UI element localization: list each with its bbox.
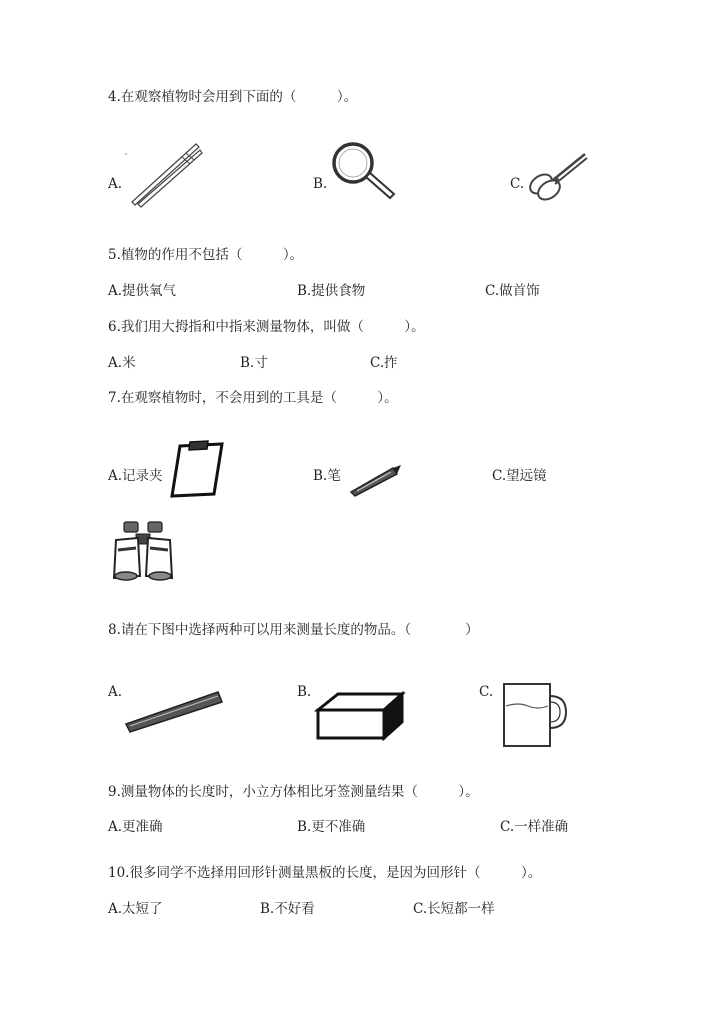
option-7c[interactable] — [492, 467, 547, 485]
option-6b[interactable] — [240, 354, 268, 372]
option-label: 笔 — [327, 468, 341, 484]
option-9c[interactable] — [500, 818, 568, 836]
option-4c[interactable] — [510, 175, 524, 193]
option-label: 不好看 — [274, 901, 315, 917]
option-letter: B. — [313, 176, 328, 192]
clipboard-image — [168, 440, 226, 498]
question-6 — [108, 318, 425, 336]
option-label: 太短了 — [122, 901, 163, 917]
option-7a[interactable] — [108, 467, 163, 485]
question-4 — [108, 88, 357, 106]
question-number: 6. — [108, 319, 121, 335]
option-9b[interactable] — [297, 818, 365, 836]
option-letter: B. — [313, 468, 328, 484]
option-label: 更准确 — [122, 819, 163, 835]
option-5c[interactable] — [485, 282, 540, 300]
option-6c[interactable] — [370, 354, 398, 372]
option-letter: B. — [260, 901, 275, 917]
pen-image — [347, 462, 403, 498]
option-letter: C. — [479, 684, 494, 700]
option-5b[interactable] — [297, 282, 365, 300]
option-label: 提供氧气 — [122, 283, 177, 299]
question-10 — [108, 864, 541, 882]
option-letter: C. — [500, 819, 515, 835]
option-7b[interactable] — [313, 467, 341, 485]
option-label: 更不准确 — [311, 819, 366, 835]
option-10b[interactable] — [260, 900, 315, 918]
magnifying-glass-image — [328, 140, 398, 206]
option-letter: A. — [108, 176, 123, 192]
question-text: 请在下图中选择两种可以用来测量长度的物品。（ ） — [120, 622, 479, 638]
option-8c[interactable] — [479, 683, 493, 701]
binoculars-image — [110, 520, 176, 582]
question-number: 9. — [108, 784, 121, 800]
option-10c[interactable] — [413, 900, 495, 918]
question-5 — [108, 246, 303, 264]
option-letter: C. — [413, 901, 428, 917]
question-text: 很多同学不选择用回形针测量黑板的长度，是因为回形针（ ）。 — [129, 865, 542, 881]
question-7 — [108, 389, 398, 407]
question-text: 在观察植物时会用到下面的（ ）。 — [120, 89, 358, 105]
option-letter: A. — [108, 819, 123, 835]
option-label: 提供食物 — [311, 283, 366, 299]
option-letter: C. — [370, 355, 385, 371]
rod-image — [124, 688, 224, 734]
question-number: 8. — [108, 622, 121, 638]
option-letter: C. — [510, 176, 525, 192]
option-letter: C. — [492, 468, 507, 484]
question-text: 在观察植物时，不会用到的工具是（ ）。 — [120, 390, 398, 406]
option-label: 寸 — [254, 355, 268, 371]
scissors-image — [525, 150, 591, 206]
option-letter: A. — [108, 283, 123, 299]
option-letter: A. — [108, 468, 123, 484]
option-letter: B. — [240, 355, 255, 371]
option-letter: B. — [297, 684, 312, 700]
option-letter: A. — [108, 901, 123, 917]
option-label: 记录夹 — [122, 468, 163, 484]
option-letter: C. — [485, 283, 500, 299]
option-6a[interactable] — [108, 354, 136, 372]
block-image — [314, 690, 406, 742]
option-label: 做首饰 — [499, 283, 540, 299]
question-9 — [108, 783, 479, 801]
option-label: 望远镜 — [506, 468, 547, 484]
question-number: 7. — [108, 390, 121, 406]
option-letter: B. — [297, 283, 312, 299]
option-letter: A. — [108, 684, 123, 700]
chopsticks-image — [124, 140, 204, 210]
question-text: 我们用大拇指和中指来测量物体，叫做（ ）。 — [120, 319, 425, 335]
option-9a[interactable] — [108, 818, 163, 836]
option-4a[interactable] — [108, 175, 122, 193]
option-label: 长短都一样 — [427, 901, 495, 917]
cup-image — [500, 680, 568, 750]
option-10a[interactable] — [108, 900, 163, 918]
option-letter: B. — [297, 819, 312, 835]
option-4b[interactable] — [313, 175, 327, 193]
question-8 — [108, 621, 479, 639]
question-text: 植物的作用不包括（ ）。 — [120, 247, 304, 263]
question-number: 4. — [108, 89, 121, 105]
option-letter: A. — [108, 355, 123, 371]
question-number: 10. — [108, 865, 130, 881]
option-label: 米 — [122, 355, 136, 371]
option-8b[interactable] — [297, 683, 311, 701]
question-number: 5. — [108, 247, 121, 263]
option-label: 拃 — [384, 355, 398, 371]
question-text: 测量物体的长度时，小立方体相比牙签测量结果（ ）。 — [120, 784, 479, 800]
option-label: 一样准确 — [514, 819, 569, 835]
option-5a[interactable] — [108, 282, 176, 300]
option-8a[interactable] — [108, 683, 122, 701]
